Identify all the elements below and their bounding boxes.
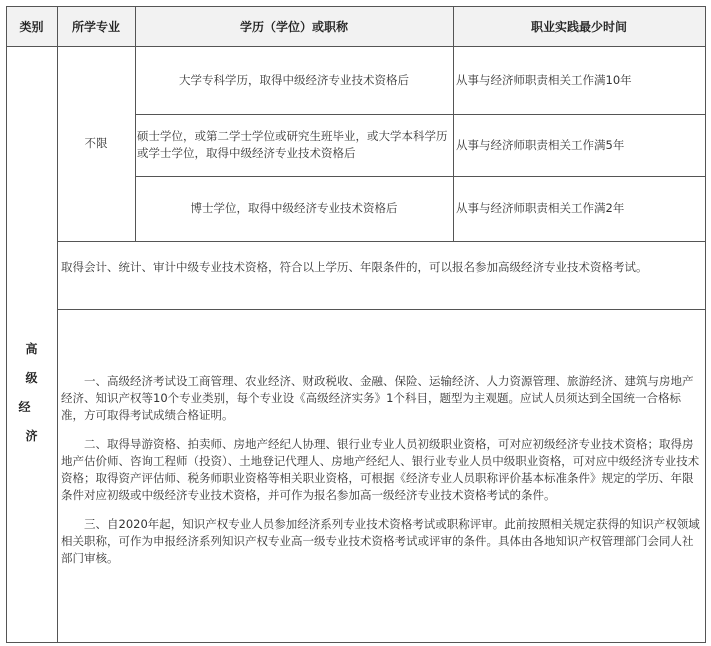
experience-cell: 从事与经济师职责相关工作满10年 [456, 72, 632, 87]
education-cell: 大学专科学历，取得中级经济专业技术资格后 [179, 72, 409, 87]
category-char: 济 [25, 429, 38, 443]
header-education: 学历（学位）或职称 [135, 6, 453, 46]
header-major: 所学专业 [57, 6, 135, 46]
experience-cell: 从事与经济师职责相关工作满5年 [456, 137, 625, 152]
education-cell: 博士学位，取得中级经济专业技术资格后 [190, 201, 398, 215]
category-char: 级 [25, 371, 38, 385]
category-char: 经 [18, 400, 31, 414]
experience-cell: 从事与经济师职责相关工作满2年 [456, 201, 625, 215]
notes [57, 309, 705, 642]
major-value: 不限 [84, 136, 108, 150]
category-cell [6, 46, 57, 642]
category-label [18, 335, 38, 451]
header-experience: 职业实践最少时间 [453, 6, 705, 46]
header-category: 类别 [6, 6, 57, 46]
note-paragraph: 二、取得导游资格、拍卖师、房地产经纪人协理、银行业专业人员初级职业资格，可对应初级经济专业技术资格；取得房地产估价师、咨询工程师（投资）、土地登记代理人、房地产经纪人、银行业专业人员中级职业资格，可对应中级经济专业技术资格；取得资产评估师、税务师职业资格等相关职业资格，可根据《经济专业人员职称评价基本标准条件》规定的学历、年限条件对应初级或中级经济专业技术资格，并可作为报名参加高一级经济专业技术资格考试的条件。 [61, 436, 700, 502]
category-char: 高 [25, 342, 38, 356]
note-paragraph: 三、自2020年起，知识产权专业人员参加经济系列专业技术资格考试或职称评审。此前按照相关规定获得的知识产权领域相关职称，可作为申报经济系列知识产权专业高一级专业技术资格考试或评审的条件。具体由各地知识产权管理部门会同人社部门审核。 [61, 516, 700, 565]
education-cell: 硕士学位，或第二学士学位或研究生班毕业，或大学本科学历或学士学位，取得中级经济专业技术资格后 [137, 129, 448, 160]
note-paragraph: 一、高级经济考试设工商管理、农业经济、财政税收、金融、保险、运输经济、人力资源管理、旅游经济、建筑与房地产经济、知识产权等10个专业类别，每个专业设《高级经济实务》1个科目，题型为主观题。应试人员须达到全国统一合格标准，方可取得考试成绩合格证明。 [61, 373, 694, 422]
other-qualification: 取得会计、统计、审计中级专业技术资格，符合以上学历、年限条件的，可以报名参加高级经济专业技术资格考试。 [61, 260, 648, 274]
